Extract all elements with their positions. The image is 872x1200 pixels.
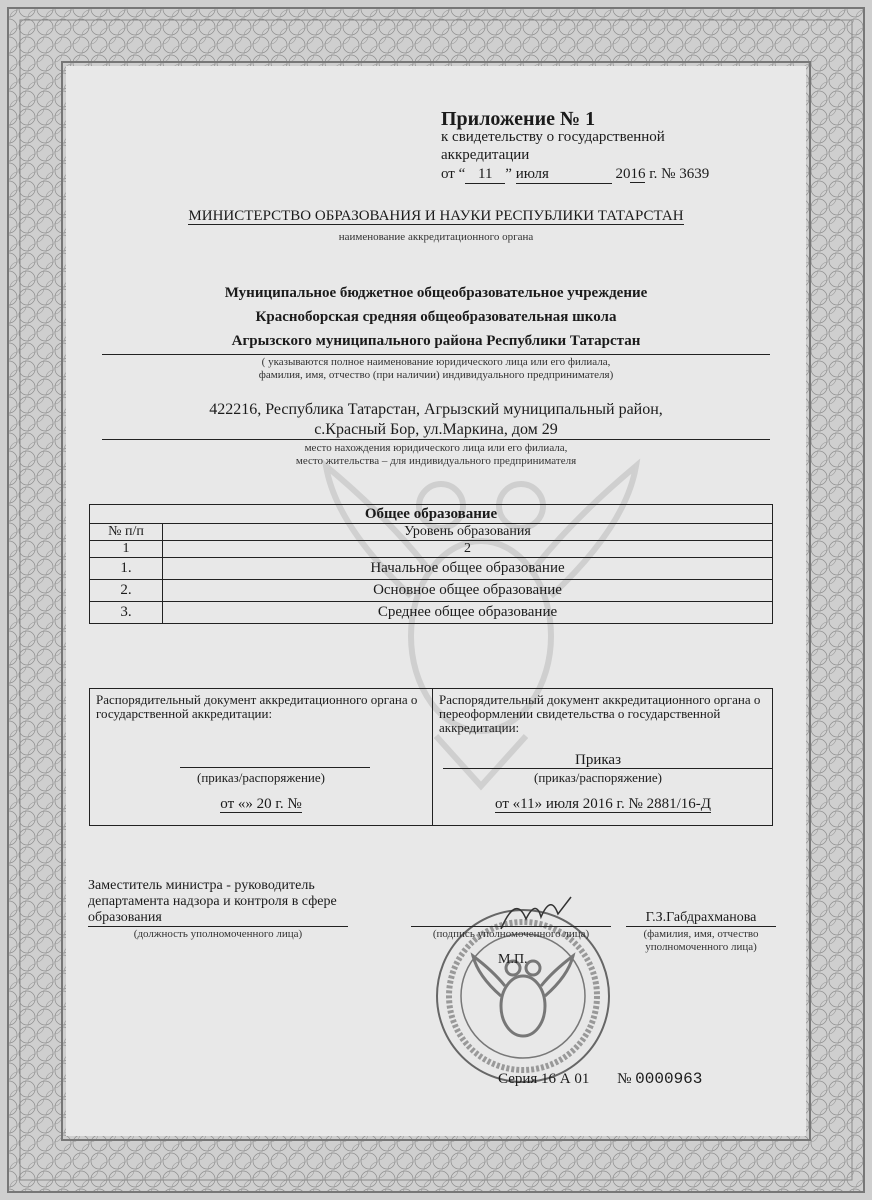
appendix-date-line	[441, 166, 709, 184]
date-day: 11	[465, 166, 505, 184]
row-level: Среднее общее образование	[163, 602, 773, 624]
signer-position: Заместитель министра - руководитель департамента надзора и контроля в сфере образования	[88, 878, 337, 925]
address-rule	[102, 439, 770, 440]
stamp-place-label: М.П.	[498, 952, 528, 967]
address-line1: 422216, Республика Татарстан, Агрызский муниципальный район,	[209, 401, 663, 418]
date-year-suffix: 16	[630, 166, 646, 182]
right-doc-rule	[443, 768, 773, 769]
right-doc-order: Приказ	[574, 752, 621, 768]
signer-rule	[626, 926, 776, 927]
position-rule	[88, 926, 348, 927]
address-line2: с.Красный Бор, ул.Маркина, дом 29	[314, 421, 558, 438]
row-number: 3.	[90, 602, 163, 624]
documents-table	[89, 688, 773, 826]
date-month: июля	[516, 166, 612, 184]
document-right-cell	[433, 689, 773, 826]
row-level: Основное общее образование	[163, 580, 773, 602]
left-doc-type: (приказ/распоряжение)	[197, 770, 325, 785]
signer-caption: (фамилия, имя, отчество уполномоченного лица)	[643, 928, 759, 953]
appendix-line1: к свидетельству о государственной	[441, 129, 665, 145]
header-number: № п/п	[90, 524, 163, 541]
series-label: Серия 16 А 01	[498, 1071, 590, 1087]
education-table-title: Общее образование	[90, 505, 773, 524]
date-year-prefix: 20	[615, 166, 631, 182]
organization-line2: Красноборская средняя общеобразовательная школа	[255, 309, 617, 325]
header-level: Уровень образования	[163, 524, 773, 541]
row-level: Начальное общее образование	[163, 558, 773, 580]
row-number: 1.	[90, 558, 163, 580]
table-row	[90, 558, 773, 580]
certificate-body	[66, 66, 806, 1136]
organization-line3: Агрызского муниципального района Республики Татарстан	[231, 333, 641, 349]
date-quote: ”	[505, 166, 512, 182]
address-caption	[66, 442, 806, 468]
row-number: 2.	[90, 580, 163, 602]
table-row	[90, 602, 773, 624]
left-doc-rule	[180, 767, 370, 768]
series-number: 0000963	[635, 1070, 703, 1088]
left-doc-title: Распорядительный документ аккредитационного органа о государственной аккредитации:	[96, 692, 418, 721]
signature-rule	[411, 926, 611, 927]
address-caption2: место жительства – для индивидуального предпринимателя	[295, 455, 577, 467]
organization-caption1: ( указываются полное наименование юридического лица или его филиала,	[261, 356, 611, 368]
left-doc-date: от «» 20 г. №	[220, 796, 302, 812]
right-doc-type: (приказ/распоряжение)	[534, 770, 662, 785]
address-caption1: место нахождения юридического лица или его филиала,	[304, 442, 568, 454]
document-left-cell	[90, 689, 433, 826]
right-doc-date-wrap	[433, 797, 773, 811]
table-row	[90, 580, 773, 602]
signer-name: Г.З.Габдрахманова	[645, 910, 757, 925]
authority-block	[66, 208, 806, 225]
right-doc-date: от «11» июля 2016 г. № 2881/16-Д	[495, 796, 711, 812]
right-doc-title: Распорядительный документ аккредитационного органа о переоформлении свидетельства о государственной аккредитации:	[439, 692, 761, 735]
series-number-label: №	[617, 1071, 632, 1087]
certificate-number: 3639	[679, 166, 710, 182]
organization-rule	[102, 354, 770, 355]
position-caption: (должность уполномоченного лица)	[133, 928, 303, 940]
authority-caption: наименование аккредитационного органа	[338, 231, 534, 243]
date-prefix: от “	[441, 166, 466, 182]
appendix-title: Приложение № 1	[441, 108, 596, 130]
column-number-2: 2	[163, 541, 773, 558]
appendix-line2: аккредитации	[441, 147, 530, 163]
education-table	[89, 504, 773, 624]
column-number-1: 1	[90, 541, 163, 558]
series-footer	[498, 1070, 702, 1088]
signature-caption: (подпись уполномоченного лица)	[432, 928, 590, 940]
left-doc-date-wrap	[90, 797, 432, 811]
organization-caption	[66, 356, 806, 382]
address-block	[66, 400, 806, 440]
organization-line1: Муниципальное бюджетное общеобразовательное учреждение	[224, 285, 648, 301]
organization-caption2: фамилия, имя, отчество (при наличии) индивидуального предпринимателя)	[258, 369, 614, 381]
authority-name: МИНИСТЕРСТВО ОБРАЗОВАНИЯ И НАУКИ РЕСПУБЛИКИ ТАТАРСТАН	[188, 208, 684, 224]
number-label: г. №	[649, 166, 676, 182]
organization-name	[96, 281, 776, 353]
